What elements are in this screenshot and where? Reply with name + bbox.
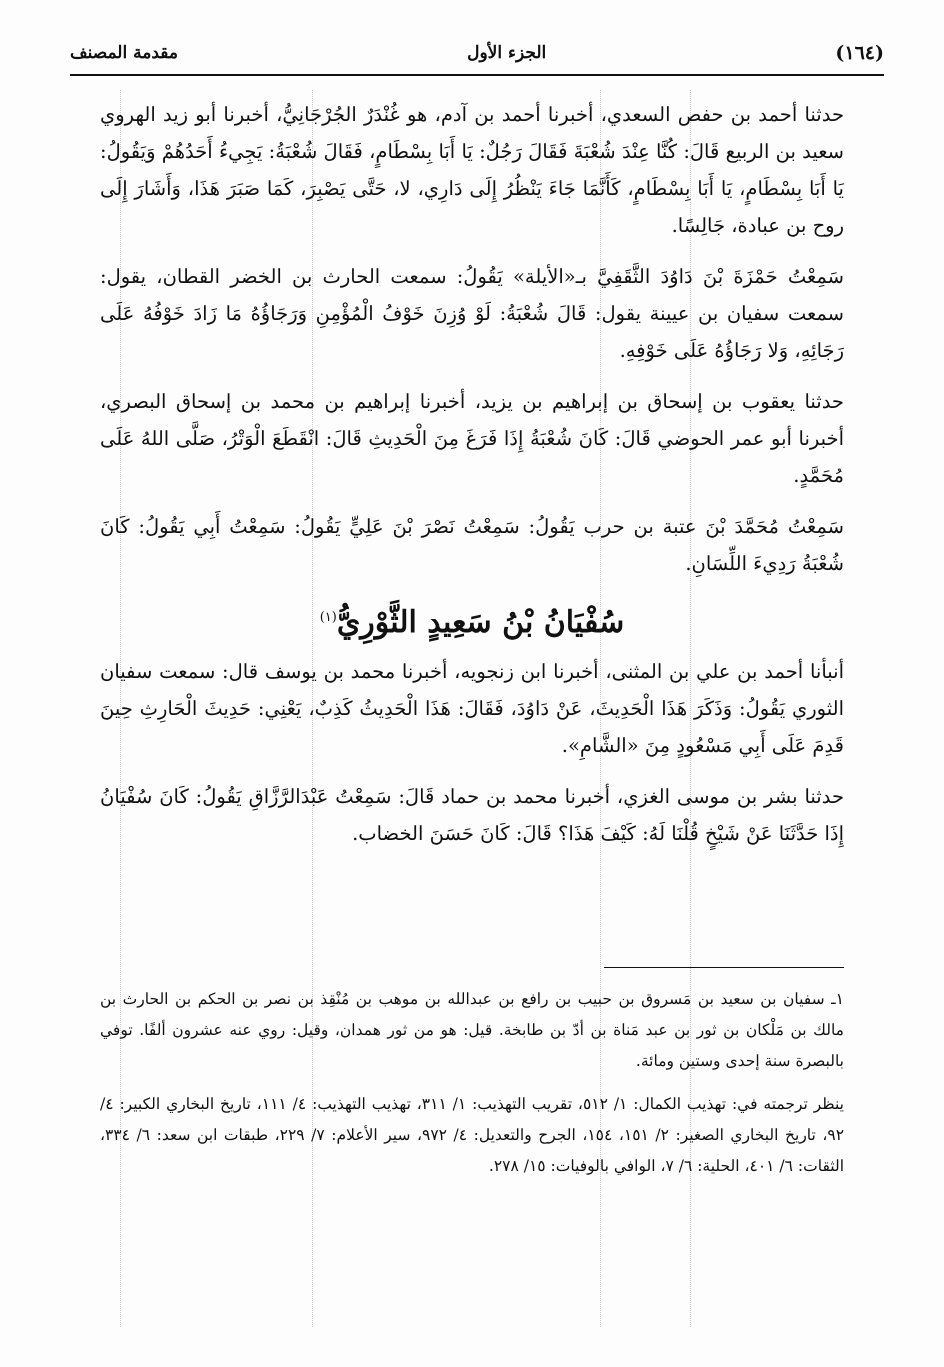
- section-label: مقدمة المصنف: [70, 43, 178, 63]
- footnote-references: ينظر ترجمته في: تهذيب الكمال: ١/ ٥١٢، تقريب التهذيب: ١/ ٣١١، تهذيب التهذيب: ٤/ ١١١، تاريخ البخاري الكبير: ٤/ ٩٢، تاريخ البخاري الصغير: ٢/ ١٥١، ١٥٤، الجرح والتعديل: ٤/ ٩٧٢، سير الأعلام: ٧/ ٢٢٩، طبقات ابن سعد: ٦/ ٣٣٤، الثقات: ٦/ ٤٠١، الحلية: ٦/ ٧، الوافي بالوفيات: ١٥/ ٢٧٨.: [100, 1095, 845, 1175]
- main-text: [100, 96, 844, 866]
- section-heading-text: سُفْيَانُ بْنُ سَعِيدٍ الثَّوْرِيُّ: [336, 605, 625, 640]
- paragraph: حدثنا أحمد بن حفص السعدي، أخبرنا أحمد بن آدم، هو غُنْدَرٌ الجُرْجَانِيُّ، أخبرنا أبو زيد الهروي سعيد بن الربيع قَالَ: كُنَّا عِنْدَ شُعْبَةَ فَقَالَ رَجُلٌ: يَا أَبَا بِسْطَامٍ، فَقَالَ شُعْبَةُ: يَجِيءُ أَحَدُهُمْ وَيَقُولُ: يَا أَبَا بِسْطَامٍ، يَا أَبَا بِسْطَامٍ، كَأَنَّمَا جَاءَ يَنْظُرُ إِلَى دَارِي، لا، حَتَّى يَصْبِرَ، كَمَا صَبَرَ هَذَا، وَأَشَارَ إِلَى روح بن عبادة، جَالِسًا.: [100, 103, 844, 237]
- footnote-rule: [604, 967, 844, 968]
- page-number: (١٦٤): [835, 42, 884, 64]
- page-header: [70, 36, 884, 70]
- paragraph: سَمِعْتُ حَمْزَةَ بْنَ دَاوُدَ الثَّقَفِيَّ بـ«الأيلة» يَقُولُ: سمعت الحارث بن الخضر القطان، يقول: سمعت سفيان بن عيينة يقول: قَالَ شُعْبَةُ: لَوْ وُزِنَ خَوْفُ الْمُؤْمِنِ وَرَجَاؤُهُ مَا زَادَ خَوْفُهُ عَلَى رَجَائِهِ، وَلا رَجَاؤُهُ عَلَى خَوْفِهِ.: [100, 265, 844, 362]
- volume-title: الجزء الأول: [467, 43, 547, 63]
- section-heading: [100, 596, 844, 645]
- paragraph: أنبأنا أحمد بن علي بن المثنى، أخبرنا ابن زنجويه، أخبرنا محمد بن يوسف قال: سمعت سفيان الثوري يَقُولُ: وَذَكَرَ هَذَا الْحَدِيثَ، عَنْ دَاوُدَ، فَقَالَ: هَذَا الْحَدِيثُ كَذِبٌ، يَعْنِي: حَدِيثَ الْحَارِثِ حِينَ قَدِمَ عَلَى أَبِي مَسْعُودٍ مِنَ «الشَّامِ».: [100, 660, 844, 757]
- header-rule: [70, 74, 884, 76]
- footnote-marker: (١): [319, 610, 337, 625]
- paragraph: سَمِعْتُ مُحَمَّدَ بْنَ عتبة بن حرب يَقُولُ: سَمِعْتُ نَصْرَ بْنَ عَلِيٍّ يَقُولُ: سَمِعْتُ أَبِي يَقُولُ: كَانَ شُعْبَةُ رَدِيءَ اللِّسَانِ.: [100, 515, 844, 575]
- paragraph: حدثنا بشر بن موسى الغزي، أخبرنا محمد بن حماد قَالَ: سَمِعْتُ عَبْدَالرَّزَّاقِ يَقُولُ: كَانَ سُفْيَانُ إِذَا حَدَّثَنَا عَنْ شَيْخٍ قُلْنَا لَهُ: كَيْفَ هَذَا؟ قَالَ: كَانَ حَسَنَ الخضاب.: [100, 785, 844, 845]
- footnotes: [100, 984, 844, 1194]
- footnote: ١ـ سفيان بن سعيد بن مَسروق بن حبيب بن رافع بن عبدالله بن موهب بن مُنْقِذ بن نصر بن الحكم بن الحارث بن مالك بن مَلْكان بن ثور بن عبد مَناة بن أدّ بن طابخة. قيل: هو من ثور همدان، وقيل: روي عنه عشرون ألفًا. توفي بالبصرة سنة إحدى وستين ومائة.: [100, 990, 844, 1070]
- paragraph: حدثنا يعقوب بن إسحاق بن إبراهيم بن يزيد، أخبرنا إبراهيم بن محمد بن إسحاق البصري، أخبرنا أبو عمر الحوضي قَالَ: كَانَ شُعْبَةُ إِذَا فَرَغَ مِنَ الْحَدِيثِ قَالَ: انْقَطَعَ الْوَتْرُ، صَلَّى اللهُ عَلَى مُحَمَّدٍ.: [100, 390, 844, 487]
